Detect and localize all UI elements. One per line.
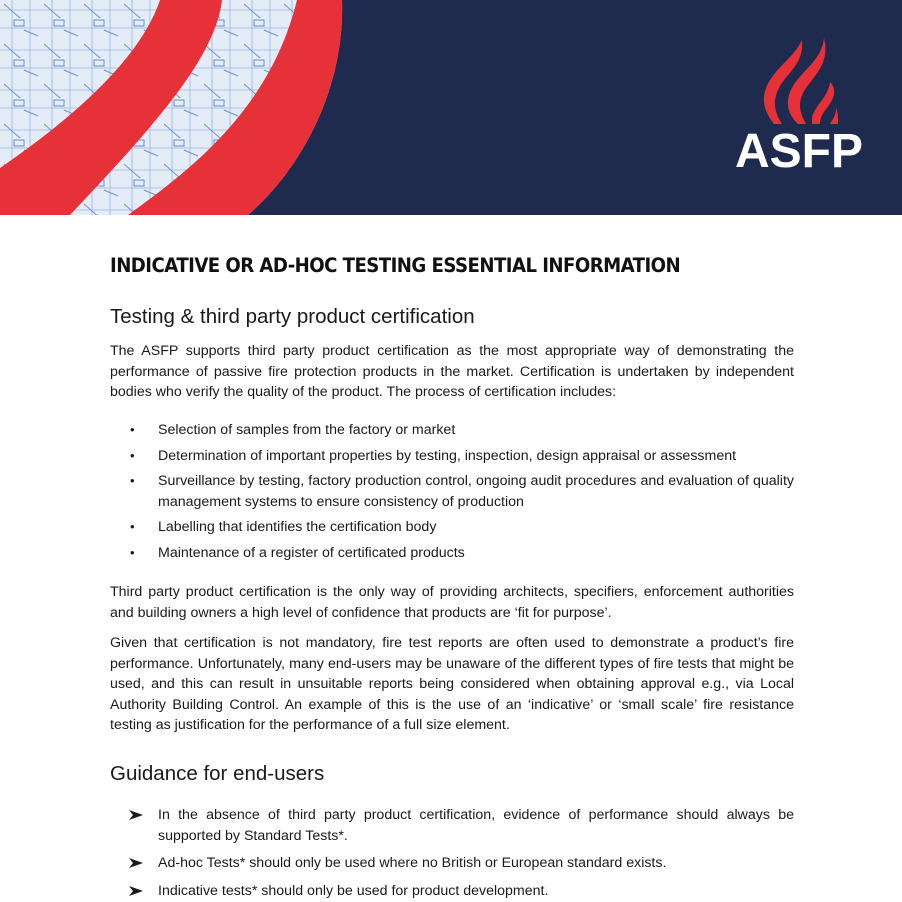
logo-text: ASFP [734, 125, 863, 178]
fire-test-reports-paragraph: Given that certification is not mandatory, fire test reports are often used to demonstrate a product’s fire performance. Unfortunately, many end-users may be unaware of the different types of fire tests that might be used, and this can result in unsuitable reports being considered when obtaining approval e.g., via Local Authority Building Control. An example of this is the use of an ‘indicative’ or ‘small scale’ fire resistance testing as justification for the performance of a full size element. [110, 635, 794, 733]
list-item-text: Ad-hoc Tests* should only be used where no British or European standard exists. [158, 855, 667, 871]
arrow-bullet-icon [129, 810, 143, 820]
bullet-icon: • [130, 473, 135, 488]
bullet-icon: • [130, 422, 135, 437]
arrow-bullet-icon [129, 886, 143, 896]
list-item [110, 805, 794, 846]
list-item [110, 446, 794, 467]
header-banner [0, 0, 902, 215]
bullet-icon: • [130, 544, 135, 560]
list-item [110, 420, 794, 441]
list-item-text: Selection of samples from the factory or market [158, 422, 456, 438]
guidance-list [110, 805, 794, 901]
list-item [110, 471, 794, 512]
list-item-text: Surveillance by testing, factory production control, ongoing audit procedures and evaluation of quality management systems to ensure consistency of production [158, 473, 794, 510]
list-item [110, 543, 794, 564]
list-item [110, 881, 794, 902]
list-item [110, 517, 794, 538]
arrow-bullet-icon [129, 858, 143, 868]
section-heading-guidance: Guidance for end-users [110, 762, 325, 785]
bullet-icon: • [130, 447, 135, 463]
section-heading-certification: Testing & third party product certification [110, 305, 475, 328]
list-item-text: Determination of important properties by testing, inspection, design appraisal or assessment [158, 447, 737, 464]
list-item-text: Indicative tests* should only be used for product development. [158, 882, 549, 899]
intro-paragraph: The ASFP supports third party product certification as the most appropriate way of demonstrating the performance of passive fire protection products in the market. Certification is undertaken by independent bodies who verify the quality of the product. The process of certification includes: [110, 343, 794, 400]
certification-process-list [110, 420, 794, 563]
page-title: INDICATIVE OR AD-HOC TESTING ESSENTIAL INFORMATION [110, 254, 681, 277]
list-item-text: In the absence of third party product certification, evidence of performance should always be supported by Standard Tests*. [158, 807, 794, 844]
list-item [110, 853, 794, 874]
list-item-text: Labelling that identifies the certification body [158, 519, 437, 535]
bullet-icon: • [130, 519, 135, 534]
certification-confidence-paragraph: Third party product certification is the only way of providing architects, specifiers, enforcement authorities and building owners a high level of confidence that products are ‘fit for purpose’. [110, 584, 794, 621]
flame-icon [724, 36, 874, 128]
asfp-logo [724, 36, 874, 186]
list-item-text: Maintenance of a register of certificated products [158, 544, 465, 561]
